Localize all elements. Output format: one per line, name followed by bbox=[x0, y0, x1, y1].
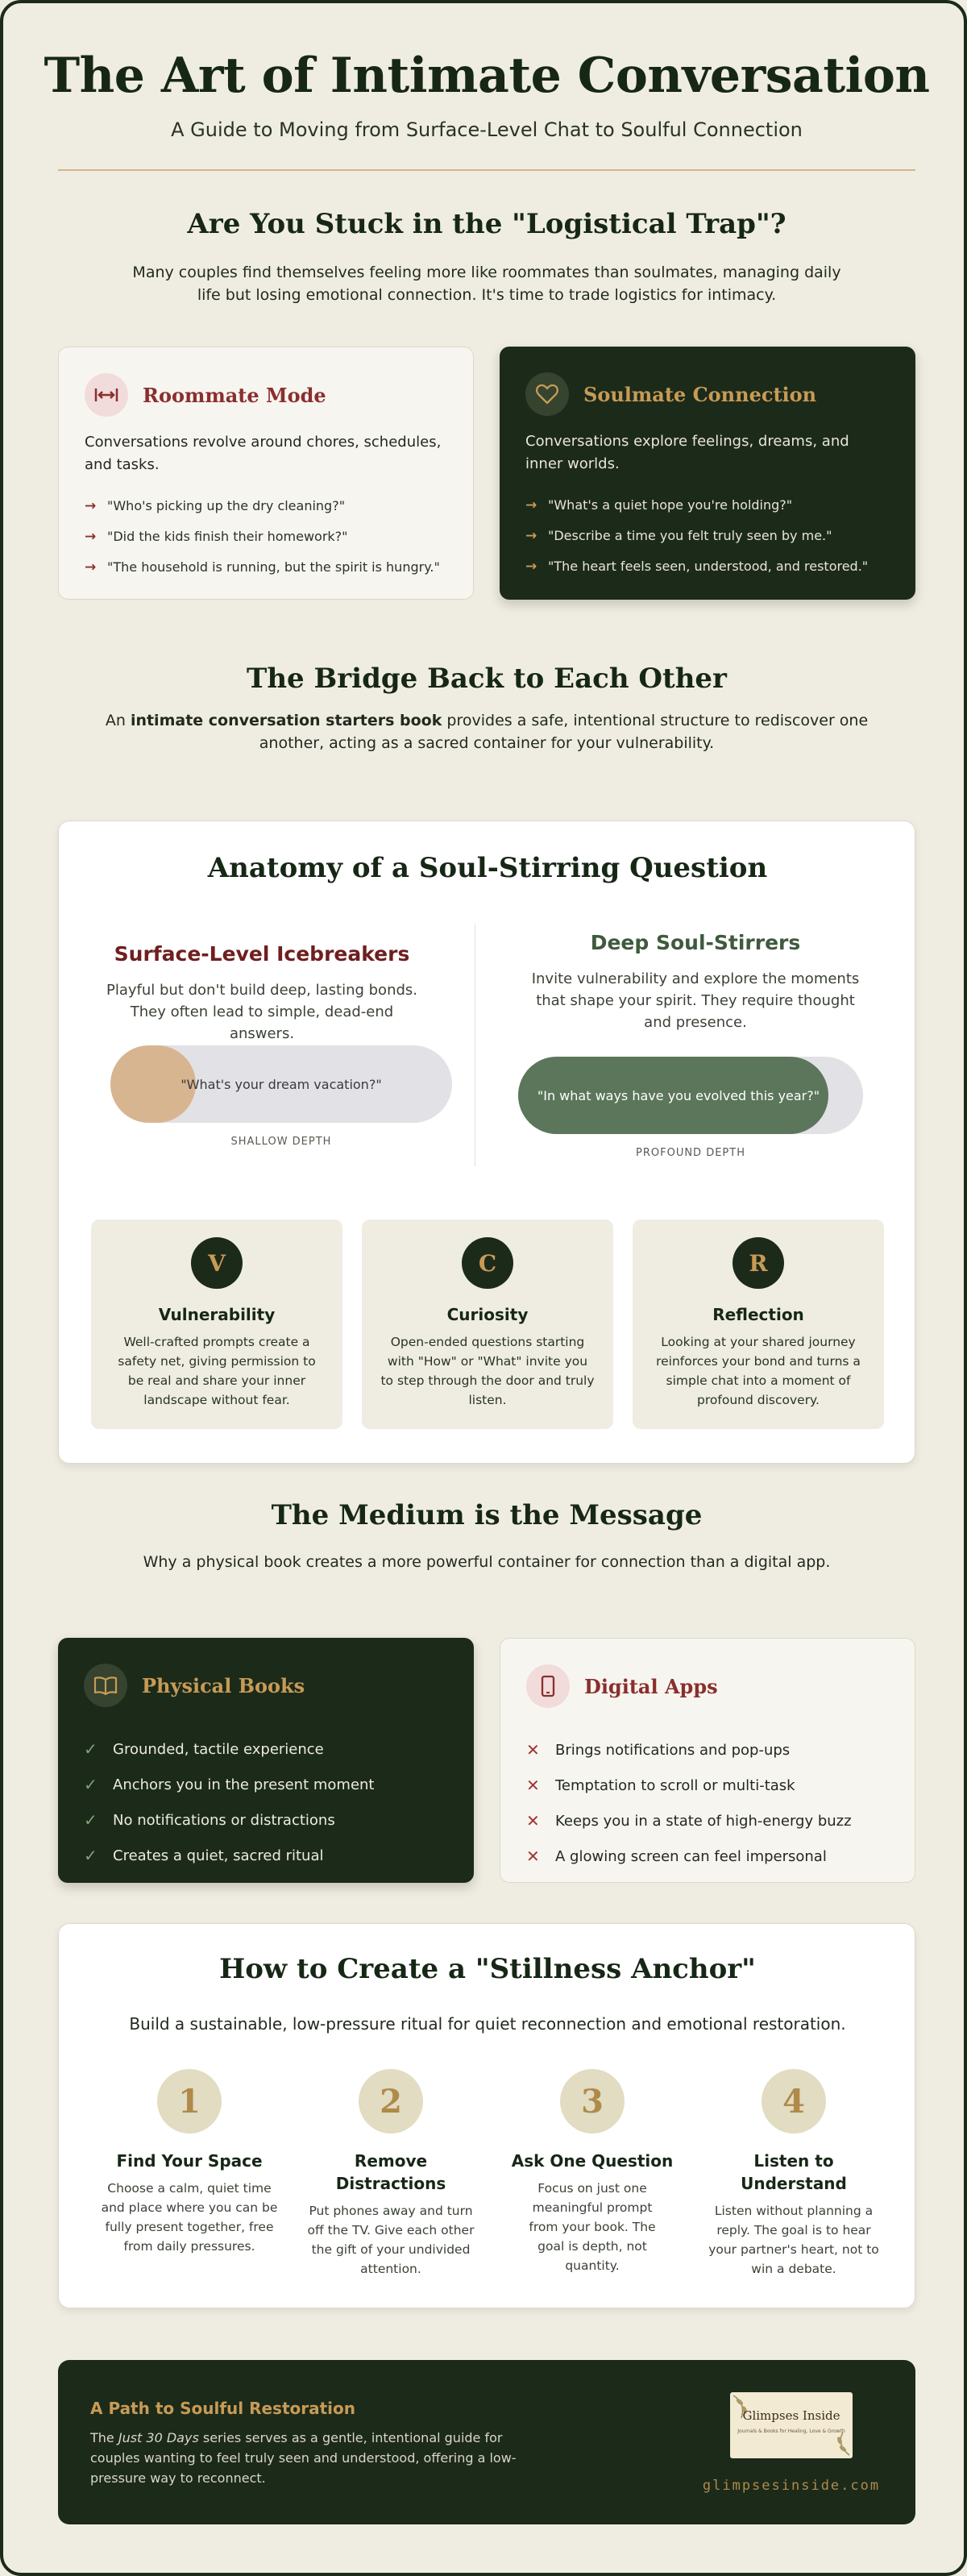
quote-text: "The heart feels seen, understood, and restored." bbox=[548, 559, 869, 574]
list-item bbox=[85, 497, 457, 515]
step-text: Listen without planning a reply. The goal is to hear your partner's heart, not to win a debate. bbox=[708, 2204, 879, 2276]
surface-title: Surface-Level Icebreakers bbox=[114, 942, 410, 966]
step-4 bbox=[705, 2069, 882, 2279]
digital-header bbox=[526, 1664, 718, 1708]
header-divider bbox=[58, 169, 915, 171]
list-item-text: Keeps you in a state of high-energy buzz bbox=[555, 1812, 852, 1830]
step-number: 4 bbox=[762, 2069, 826, 2134]
list-item-text: Grounded, tactile experience bbox=[113, 1740, 324, 1758]
botanical-leaf-icon bbox=[730, 2392, 853, 2458]
footer-title: A Path to Soulful Restoration bbox=[90, 2399, 356, 2418]
step-2 bbox=[302, 2069, 479, 2279]
x-icon: ✕ bbox=[526, 1811, 540, 1830]
list-item bbox=[525, 527, 899, 545]
list-item bbox=[84, 1767, 458, 1802]
check-icon: ✓ bbox=[84, 1739, 98, 1759]
roommate-title: Roommate Mode bbox=[143, 383, 326, 407]
quote-text: "Did the kids finish their homework?" bbox=[107, 529, 348, 544]
arrow-right-icon: → bbox=[525, 497, 537, 513]
pillar-letter: R bbox=[733, 1237, 784, 1289]
pillar-text: Looking at your shared journey reinforces your bond and turns a simple chat into a moment of profound discovery. bbox=[656, 1335, 861, 1407]
step-text: Focus on just one meaningful prompt from your book. The goal is depth, not quantity. bbox=[529, 2181, 656, 2273]
surface-text: Playful but don't build deep, lasting bonds. They often lead to simple, dead-end answers. bbox=[106, 982, 417, 1042]
roommate-header bbox=[85, 373, 326, 417]
footer-series-name: Just 30 Days bbox=[118, 2430, 199, 2445]
list-item bbox=[84, 1802, 458, 1838]
step-1 bbox=[101, 2069, 278, 2256]
digital-title: Digital Apps bbox=[584, 1674, 718, 1698]
step-title: Listen to Understand bbox=[741, 2151, 847, 2193]
quote-text: "What's a quiet hope you're holding?" bbox=[548, 497, 793, 513]
step-number: 1 bbox=[157, 2069, 222, 2134]
pillar-letter: C bbox=[462, 1237, 513, 1289]
stillness-panel bbox=[58, 1923, 915, 2308]
step-number: 3 bbox=[560, 2069, 625, 2134]
step-title: Ask One Question bbox=[511, 2151, 674, 2171]
list-item bbox=[84, 1731, 458, 1767]
list-item bbox=[525, 558, 899, 575]
deep-example: "In what ways have you evolved this year?" bbox=[537, 1087, 820, 1103]
footer-text-suffix: series serves as a gentle, intentional guide for couples wanting to feel truly seen and understood, offering a low-pressure way to reconnect. bbox=[90, 2430, 517, 2486]
pillar-text: Open-ended questions starting with "How" or "What" invite you to step through the door and truly listen. bbox=[380, 1335, 595, 1407]
roommate-desc: Conversations revolve around chores, schedules, and tasks. bbox=[85, 434, 442, 473]
list-item bbox=[84, 1838, 458, 1873]
soulmate-header bbox=[525, 372, 816, 416]
list-item bbox=[85, 528, 457, 546]
digital-apps-card bbox=[500, 1638, 915, 1883]
arrow-right-icon: → bbox=[85, 498, 97, 514]
step-title: Find Your Space bbox=[116, 2151, 263, 2171]
bridge-text-suffix: provides a safe, intentional structure to rediscover one another, acting as a sacred container for your vulnerability. bbox=[259, 712, 869, 752]
list-item-text: A glowing screen can feel impersonal bbox=[555, 1847, 827, 1865]
open-book-icon bbox=[84, 1664, 127, 1707]
arrow-right-icon: → bbox=[85, 529, 97, 545]
pillar-card-reflection bbox=[633, 1219, 884, 1429]
soulmate-desc: Conversations explore feelings, dreams, and inner worlds. bbox=[525, 433, 849, 472]
pillar-card-vulnerability bbox=[91, 1219, 342, 1429]
physical-header bbox=[84, 1664, 305, 1707]
pillar-text: Well-crafted prompts create a safety net, giving permission to be real and share your inner landscape without fear. bbox=[118, 1335, 316, 1407]
list-item-text: No notifications or distractions bbox=[113, 1811, 335, 1829]
footer-text bbox=[90, 2428, 517, 2488]
logo-tagline: Journals & Books for Healing, Love & Growth bbox=[737, 2429, 845, 2434]
quote-text: "Who's picking up the dry cleaning?" bbox=[107, 498, 346, 513]
check-icon: ✓ bbox=[84, 1810, 98, 1830]
heart-icon bbox=[525, 372, 569, 416]
deep-title: Deep Soul-Stirrers bbox=[590, 931, 801, 954]
medium-text: Why a physical book creates a more powerful container for connection than a digital app. bbox=[143, 1553, 831, 1571]
soulmate-title: Soulmate Connection bbox=[583, 382, 817, 406]
pillar-letter: V bbox=[191, 1237, 243, 1289]
soulmate-quote-list bbox=[525, 497, 899, 588]
physical-list bbox=[84, 1731, 458, 1873]
list-item bbox=[526, 1732, 899, 1768]
smartphone-icon bbox=[526, 1664, 570, 1708]
pillar-title: Curiosity bbox=[446, 1305, 529, 1324]
step-number: 2 bbox=[359, 2069, 423, 2134]
anatomy-title: Anatomy of a Soul-Stirring Question bbox=[207, 852, 768, 884]
x-icon: ✕ bbox=[526, 1847, 540, 1866]
x-icon: ✕ bbox=[526, 1776, 540, 1795]
soulmate-card bbox=[500, 347, 915, 600]
list-item bbox=[526, 1768, 899, 1803]
arrow-right-icon: → bbox=[525, 559, 537, 575]
arrows-apart-icon bbox=[85, 373, 128, 417]
digital-list bbox=[526, 1732, 899, 1874]
pillar-title: Vulnerability bbox=[158, 1305, 276, 1324]
logo-name: Glimpses Inside bbox=[742, 2408, 840, 2423]
roommate-quote-list bbox=[85, 497, 457, 589]
list-item bbox=[525, 497, 899, 514]
physical-books-card bbox=[58, 1638, 474, 1883]
pillar-title: Reflection bbox=[712, 1305, 804, 1324]
deep-text: Invite vulnerability and explore the moments that shape your spirit. They require thought and presence. bbox=[531, 970, 860, 1031]
bridge-title: The Bridge Back to Each Other bbox=[247, 663, 727, 695]
deep-depth-meter bbox=[518, 1057, 863, 1134]
anatomy-panel bbox=[58, 821, 915, 1464]
arrow-right-icon: → bbox=[525, 528, 537, 544]
bridge-text bbox=[76, 709, 898, 754]
surface-depth-meter bbox=[110, 1045, 452, 1123]
website-link[interactable]: glimpsesinside.com bbox=[702, 2478, 881, 2494]
x-icon: ✕ bbox=[526, 1740, 540, 1760]
trap-text: Many couples find themselves feeling more like roommates than soulmates, managing daily life but losing emotional connection. It's time to trade logistics for intimacy. bbox=[132, 264, 841, 304]
medium-title: The Medium is the Message bbox=[271, 1499, 703, 1531]
physical-title: Physical Books bbox=[142, 1673, 305, 1697]
bridge-text-bold: intimate conversation starters book bbox=[130, 712, 442, 729]
stillness-title: How to Create a "Stillness Anchor" bbox=[219, 1953, 756, 1985]
list-item bbox=[526, 1839, 899, 1874]
brand-logo[interactable] bbox=[730, 2392, 853, 2458]
footer-text-prefix: The bbox=[90, 2430, 118, 2445]
step-text: Choose a calm, quiet time and place where you can be fully present together, free from daily pressures. bbox=[101, 2181, 278, 2254]
bridge-text-prefix: An bbox=[105, 712, 131, 729]
roommate-card bbox=[58, 347, 474, 600]
list-item-text: Brings notifications and pop-ups bbox=[555, 1741, 791, 1759]
list-item-text: Creates a quiet, sacred ritual bbox=[113, 1847, 324, 1864]
quote-text: "The household is running, but the spirit is hungry." bbox=[107, 559, 440, 575]
list-item-text: Temptation to scroll or multi-task bbox=[555, 1776, 795, 1794]
surface-example: "What's your dream vacation?" bbox=[181, 1076, 382, 1092]
deep-depth-label: PROFOUND DEPTH bbox=[636, 1147, 745, 1159]
footer-banner bbox=[58, 2360, 915, 2524]
list-item bbox=[526, 1803, 899, 1839]
list-item-text: Anchors you in the present moment bbox=[113, 1776, 375, 1793]
check-icon: ✓ bbox=[84, 1846, 98, 1865]
surface-depth-label: SHALLOW DEPTH bbox=[230, 1136, 332, 1148]
page-title: The Art of Intimate Conversation bbox=[44, 48, 930, 104]
arrow-right-icon: → bbox=[85, 559, 97, 575]
quote-text: "Describe a time you felt truly seen by me." bbox=[548, 528, 832, 543]
step-3 bbox=[504, 2069, 681, 2275]
pillar-card-curiosity bbox=[362, 1219, 613, 1429]
step-title: Remove Distractions bbox=[335, 2151, 446, 2193]
list-item bbox=[85, 559, 457, 576]
stillness-text: Build a sustainable, low-pressure ritual for quiet reconnection and emotional restoration. bbox=[129, 2014, 846, 2034]
page-subtitle: A Guide to Moving from Surface-Level Chat to Soulful Connection bbox=[171, 118, 803, 141]
trap-title: Are You Stuck in the "Logistical Trap"? bbox=[187, 208, 786, 240]
step-text: Put phones away and turn off the TV. Give each other the gift of your undivided attention. bbox=[307, 2204, 475, 2276]
check-icon: ✓ bbox=[84, 1775, 98, 1794]
